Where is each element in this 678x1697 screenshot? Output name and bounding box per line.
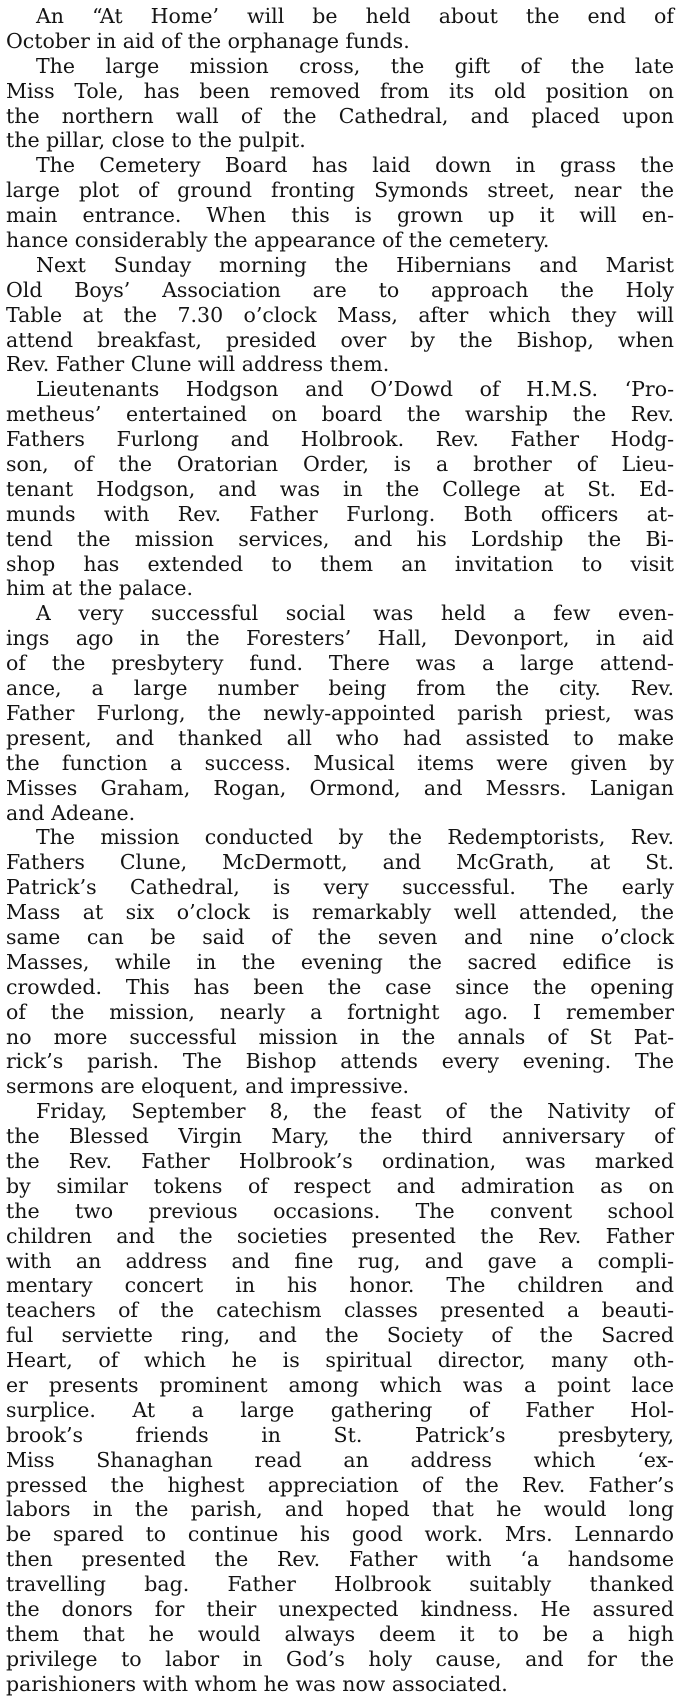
text-line: tend the mission services, and his Lordship the Bi-: [6, 526, 674, 551]
text-line: The Cemetery Board has laid down in grass the: [36, 153, 674, 178]
text-line: munds with Rev. Father Furlong. Both officers at-: [6, 501, 674, 526]
text-line: ings ago in the Foresters’ Hall, Devonport, in aid: [6, 626, 674, 651]
text-line: October in aid of the orphanage funds.: [6, 28, 410, 53]
text-line: tenant Hodgson, and was in the College at St. Ed-: [6, 476, 674, 501]
text-line: ance, a large number being from the city. Rev.: [6, 676, 674, 701]
text-line: the Rev. Father Holbrook’s ordination, was marked: [6, 1148, 674, 1173]
text-line: ful serviette ring, and the Society of the Sacred: [6, 1323, 674, 1348]
text-line: the Blessed Virgin Mary, the third anniversary of: [6, 1124, 674, 1149]
text-line: main entrance. When this is grown up it will en-: [6, 203, 674, 228]
text-line: the donors for their unexpected kindness. He assured: [6, 1597, 674, 1621]
text-line: Fathers Furlong and Holbrook. Rev. Father Hodg-: [6, 427, 674, 452]
article-paragraph: [6, 54, 674, 154]
text-line: travelling bag. Father Holbrook suitably thanked: [6, 1572, 674, 1597]
text-line: Table at the 7.30 o’clock Mass, after which they will: [6, 302, 674, 327]
text-line: brook’s friends in St. Patrick’s presbytery,: [6, 1422, 674, 1447]
text-line: metheus’ entertained on board the warship the Rev.: [6, 402, 674, 427]
text-line: of the presbytery fund. There was a large attend-: [6, 651, 674, 676]
text-line: with an address and fine rug, and gave a compli-: [6, 1248, 674, 1273]
text-line: crowded. This has been the case since the opening: [6, 974, 674, 999]
text-line: sermons are eloquent, and impressive.: [6, 1074, 410, 1099]
text-line: Father Furlong, the newly-appointed parish priest, was: [6, 700, 674, 725]
text-line: then presented the Rev. Father with ‘a handsome: [6, 1547, 674, 1572]
text-line: Rev. Father Clune will address them.: [6, 352, 390, 377]
text-line: pressed the highest appreciation of the Rev. Father’s: [6, 1472, 674, 1497]
text-line: attend breakfast, presided over by the Bishop, when: [6, 327, 674, 352]
text-line: The mission conducted by the Redemptorists, Rev.: [36, 825, 674, 850]
text-line: the northern wall of the Cathedral, and placed upon: [6, 103, 674, 128]
text-line: surplice. At a large gathering of Father Hol-: [6, 1397, 674, 1422]
text-line: parishioners with whom he was now associated.: [6, 1671, 508, 1696]
text-line: Mass at six o’clock is remarkably well attended, the: [6, 900, 674, 925]
text-line: Fathers Clune, McDermott, and McGrath, at St.: [6, 850, 674, 875]
text-line: hance considerably the appearance of the cemetery.: [6, 228, 550, 253]
text-line: of the mission, nearly a fortnight ago. I remember: [6, 999, 674, 1024]
text-line: An “At Home’ will be held about the end of: [36, 4, 674, 28]
article-column: [6, 4, 674, 1697]
text-line: mentary concert in his honor. The children and: [6, 1273, 674, 1298]
text-line: the function a success. Musical items were given by: [6, 750, 674, 775]
text-line: son, of the Oratorian Order, is a brother of Lieu-: [6, 452, 674, 477]
text-line: Heart, of which he is spiritual director, many oth-: [6, 1348, 674, 1373]
text-line: be spared to continue his good work. Mrs. Lennardo: [6, 1522, 674, 1547]
article-paragraph: [6, 253, 674, 377]
text-line: them that he would always deem it to be a high: [6, 1621, 674, 1646]
text-line: the pillar, close to the pulpit.: [6, 128, 306, 153]
text-line: rick’s parish. The Bishop attends every evening. The: [6, 1049, 674, 1074]
text-line: The large mission cross, the gift of the late: [36, 53, 674, 78]
text-line: Lieutenants Hodgson and O’Dowd of H.M.S. ‘Pro-: [36, 377, 674, 402]
text-line: the two previous occasions. The convent school: [6, 1198, 674, 1223]
text-line: him at the palace.: [6, 576, 194, 601]
text-line: Old Boys’ Association are to approach the Holy: [6, 277, 674, 302]
article-paragraph: [6, 601, 674, 825]
article-paragraph: [6, 4, 674, 54]
text-line: labors in the parish, and hoped that he would long: [6, 1497, 674, 1522]
article-paragraph: [6, 1099, 674, 1696]
text-line: Misses Graham, Rogan, Ormond, and Messrs. Lanigan: [6, 775, 674, 800]
text-line: er presents prominent among which was a point lace: [6, 1372, 674, 1397]
text-line: by similar tokens of respect and admiration as on: [6, 1173, 674, 1198]
text-line: Patrick’s Cathedral, is very successful. The early: [6, 875, 674, 900]
text-line: privilege to labor in God’s holy cause, and for the: [6, 1646, 674, 1671]
text-line: Miss Shanaghan read an address which ‘ex-: [6, 1447, 674, 1472]
article-paragraph: [6, 153, 674, 253]
text-line: Friday, September 8, the feast of the Nativity of: [36, 1099, 674, 1124]
text-line: Miss Tole, has been removed from its old position on: [6, 78, 674, 103]
text-line: Next Sunday morning the Hibernians and Marist: [36, 252, 674, 277]
article-paragraph: [6, 377, 674, 601]
text-line: teachers of the catechism classes presented a beauti-: [6, 1298, 674, 1323]
text-line: present, and thanked all who had assisted to make: [6, 725, 674, 750]
text-line: large plot of ground fronting Symonds street, near the: [6, 178, 674, 203]
text-line: shop has extended to them an invitation to visit: [6, 551, 674, 576]
text-line: same can be said of the seven and nine o’clock: [6, 924, 674, 949]
text-line: A very successful social was held a few even-: [36, 601, 674, 626]
text-line: Masses, while in the evening the sacred edifice is: [6, 949, 674, 974]
text-line: no more successful mission in the annals of St Pat-: [6, 1024, 674, 1049]
article-paragraph: [6, 825, 674, 1099]
text-line: children and the societies presented the Rev. Father: [6, 1223, 674, 1248]
text-line: and Adeane.: [6, 800, 136, 825]
